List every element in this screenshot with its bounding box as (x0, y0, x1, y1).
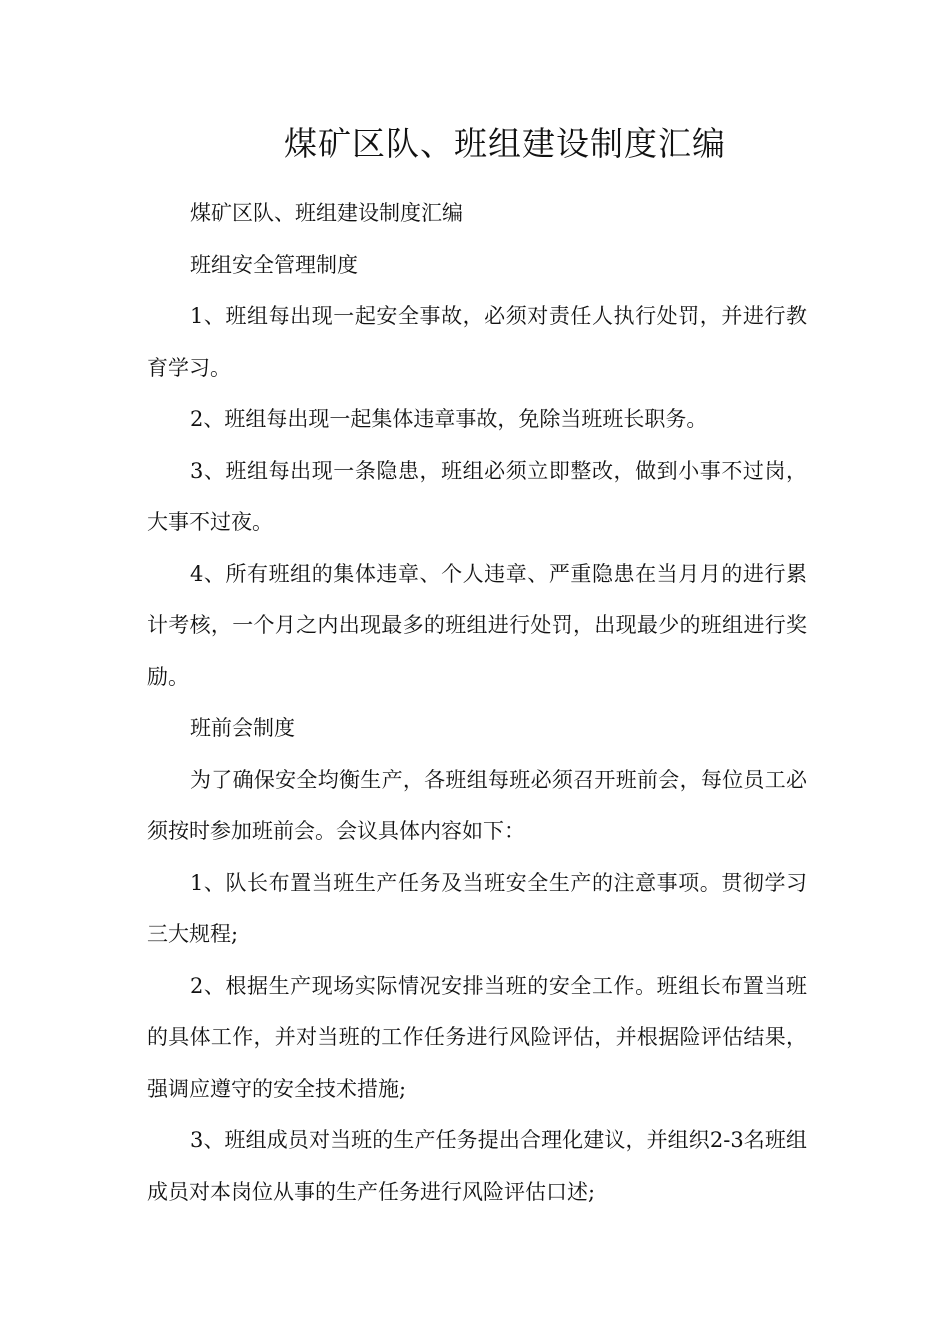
paragraph-rule-1: 1、班组每出现一起安全事故，必须对责任人执行处罚，并进行教育学习。 (147, 304, 807, 380)
paragraph-meeting-item-3: 3、班组成员对当班的生产任务提出合理化建议，并组织2-3名班组成员对本岗位从事的生产任务进行风险评估口述; (147, 1128, 807, 1204)
paragraph-meeting-item-1: 1、队长布置当班生产任务及当班安全生产的注意事项。贯彻学习三大规程; (147, 870, 807, 946)
paragraph-meeting-intro: 为了确保安全均衡生产，各班组每班必须召开班前会，每位员工必须按时参加班前会。会议具体内容如下： (147, 767, 807, 843)
paragraph-rule-2: 2、班组每出现一起集体违章事故，免除当班班长职务。 (190, 407, 708, 431)
section-heading-team-safety: 班组安全管理制度 (190, 252, 358, 277)
paragraph-subtitle: 煤矿区队、班组建设制度汇编 (190, 201, 463, 225)
paragraph-rule-3: 3、班组每出现一条隐患，班组必须立即整改，做到小事不过岗，大事不过夜。 (147, 458, 807, 534)
document-body (147, 188, 807, 1218)
section-heading-pre-shift-meeting: 班前会制度 (190, 716, 295, 740)
document-title: 煤矿区队、班组建设制度汇编 (284, 124, 726, 163)
paragraph-meeting-item-2: 2、根据生产现场实际情况安排当班的安全工作。班组长布置当班的具体工作，并对当班的工作任务进行风险评估，并根据险评估结果，强调应遵守的安全技术措施; (147, 973, 807, 1101)
paragraph-rule-4: 4、所有班组的集体违章、个人违章、严重隐患在当月月的进行累计考核，一个月之内出现最多的班组进行处罚，出现最少的班组进行奖励。 (147, 561, 807, 689)
